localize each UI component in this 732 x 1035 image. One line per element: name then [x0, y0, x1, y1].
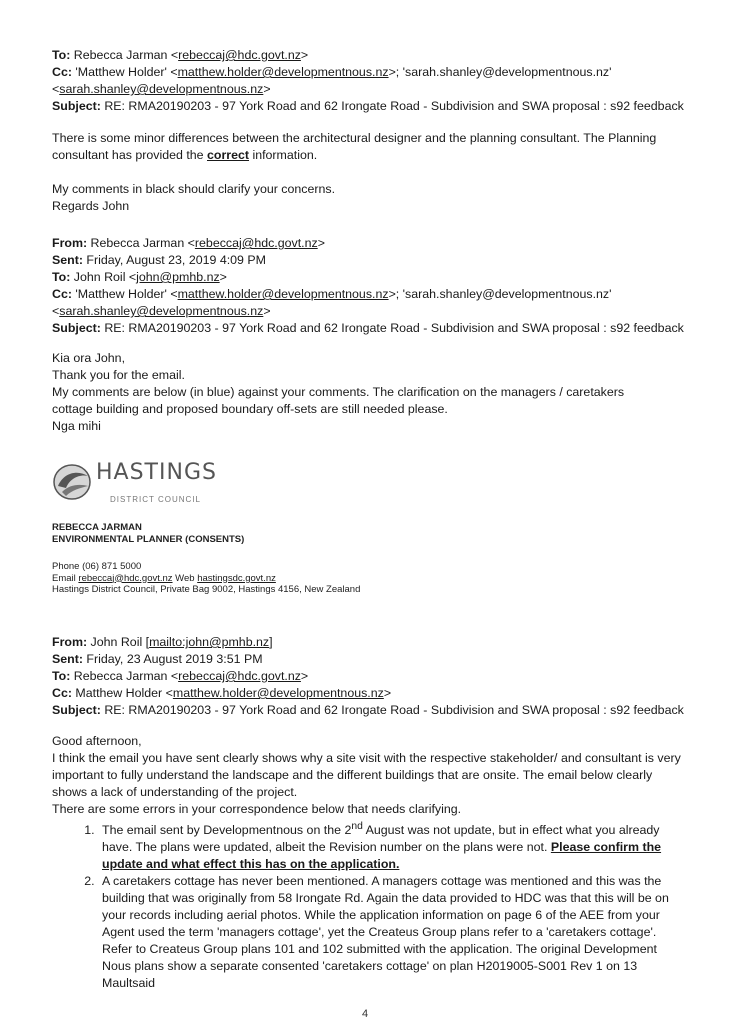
email3-paragraph2: There are some errors in your correspondence below that needs clarifying. — [52, 802, 462, 816]
email1-subject: Subject: RE: RMA20190203 - 97 York Road and 62 Irongate Road - Subdivision and SWA proposal : s92 feedback — [52, 99, 684, 113]
email3-cc-link[interactable]: matthew.holder@developmentnous.nz — [172, 686, 384, 700]
list-item: 1. The email sent by Developmentnous on the 2nd August was not update, but in effect what you already have. The plans were updated, albeit the Revision number on the plans were not. Please confirm the update and what effect this has on the application. — [98, 818, 684, 873]
email2-greeting-block: Kia ora John, Thank you for the email. — [52, 351, 185, 382]
signature-block — [52, 522, 692, 546]
signature-web-link[interactable]: hastingsdc.govt.nz — [197, 572, 276, 584]
email1-cc-link[interactable]: matthew.holder@developmentnous.nz — [177, 65, 389, 79]
hastings-logo — [52, 462, 222, 506]
email2-to-link[interactable]: john@pmhb.nz — [136, 270, 220, 284]
email1-cc-line2: <sarah.shanley@developmentnous.nz> — [52, 82, 271, 96]
email2-to: To: John Roil <john@pmhb.nz> — [52, 270, 227, 284]
email3-from: From: John Roil [mailto:john@pmhb.nz] — [52, 635, 273, 649]
email2-cc-line2: <sarah.shanley@developmentnous.nz> — [52, 304, 271, 318]
signature-title: ENVIRONMENTAL PLANNER (CONSENTS) — [52, 534, 245, 545]
email3-to-link[interactable]: rebeccaj@hdc.govt.nz — [178, 669, 301, 683]
email3-to: To: Rebecca Jarman <rebeccaj@hdc.govt.nz> — [52, 669, 309, 683]
email2-cc-link2[interactable]: sarah.shanley@developmentnous.nz — [59, 304, 264, 318]
signature-address: Hastings District Council, Private Bag 9002, Hastings 4156, New Zealand — [52, 584, 361, 595]
email1-header — [52, 47, 692, 115]
email2-from: From: Rebecca Jarman <rebeccaj@hdc.govt.nz> — [52, 236, 325, 250]
email2-cc-link[interactable]: matthew.holder@developmentnous.nz — [177, 287, 389, 301]
email1-body — [52, 130, 672, 164]
email3-header — [52, 634, 692, 719]
email3-paragraph1: I think the email you have sent clearly shows why a site visit with the respective stakeholder/ and consultant is very important to fully understand the landscape and the different buildings that are onsite. The email below clearly shows a lack of understanding of the project. — [52, 751, 681, 799]
page-number: 4 — [362, 1008, 369, 1020]
email3-sent: Sent: Friday, 23 August 2019 3:51 PM — [52, 652, 263, 666]
email1-cc-link2[interactable]: sarah.shanley@developmentnous.nz — [59, 82, 264, 96]
signature-email-web: Email rebeccaj@hdc.govt.nz Web hastingsdc.govt.nz — [52, 572, 276, 584]
email3-from-link[interactable]: mailto:john@pmhb.nz — [149, 635, 270, 649]
signature-phone: Phone (06) 871 5000 — [52, 561, 142, 572]
email2-cc: Cc: 'Matthew Holder' <matthew.holder@developmentnous.nz>; 'sarah.shanley@developmentnous.nz' — [52, 287, 612, 301]
logo-wordmark: HASTINGS — [96, 460, 217, 485]
list-item: 2. A caretakers cottage has never been mentioned. A managers cottage was mentioned and this was the building that was originally from 58 Irongate Rd. Again the data provided to HDC was that this will be on your records including aerial photos. While the application information on page 6 of the AEE from your Agent used the term 'managers cottage', yet the Createus Group plans refer to a 'caretakers cottage'. Refer to Createus Group plans 101 and 102 submitted with the application. The original Development Nous plans show a separate consented 'caretakers cottage' on plan H2019005-S001 Rev 1 on 13 Maultsaid — [98, 873, 684, 992]
email2-from-link[interactable]: rebeccaj@hdc.govt.nz — [194, 236, 318, 250]
email3-body: Good afternoon, I think the email you have sent clearly shows why a site visit with the respective stakeholder/ and consultant is very important to fully understand the landscape and the different buildings that are onsite. The email below clearly shows a lack of understanding of the project. There are some errors in your correspondence below that needs clarifying. 1. The email sent by Developmentnous on the 2nd August was not update, but in effect what you already have. The plans were updated, albeit the Revision number on the plans were not. Please confirm the update and what effect this has on the application. 2. A caretakers cottage has never been mentioned. A managers cottage was mentioned and this was the building that was originally from 58 Irongate Rd. Again the data provided to HDC was that this will be on your records including aerial photos. While the application information on page 6 of the AEE from your Agent used the term 'managers cottage', yet the Createus Group plans refer to a 'caretakers cottage'. Refer to Createus Group plans 101 and 102 submitted with the application. The original Development Nous plans show a separate consented 'caretakers cottage' on plan H2019005-S001 Rev 1 on 13 Maultsaid — [52, 733, 684, 992]
signature-contact — [52, 561, 692, 596]
email1-sign: My comments in black should clarify your concerns. Regards John — [52, 182, 336, 213]
email3-subject: Subject: RE: RMA20190203 - 97 York Road and 62 Irongate Road - Subdivision and SWA proposal : s92 feedback — [52, 703, 684, 717]
email1-cc: Cc: 'Matthew Holder' <matthew.holder@developmentnous.nz>; 'sarah.shanley@developmentnous.nz' — [52, 65, 612, 79]
signature-name: REBECCA JARMAN — [52, 522, 142, 533]
email1-paragraph: There is some minor differences between the architectural designer and the planning consultant. The Planning consultant has provided the correct information. — [52, 131, 657, 162]
email1-to-link[interactable]: rebeccaj@hdc.govt.nz — [178, 48, 301, 62]
signature-email-link[interactable]: rebeccaj@hdc.govt.nz — [78, 572, 173, 584]
logo-subtitle: DISTRICT COUNCIL — [110, 495, 201, 504]
email3-numbered-list — [52, 818, 684, 992]
email2-header — [52, 235, 692, 337]
email3-cc: Cc: Matthew Holder <matthew.holder@developmentnous.nz> — [52, 686, 392, 700]
email2-subject: Subject: RE: RMA20190203 - 97 York Road and 62 Irongate Road - Subdivision and SWA proposal : s92 feedback — [52, 321, 684, 335]
hastings-logo-icon — [52, 462, 96, 502]
email2-body: My comments are below (in blue) against your comments. The clarification on the managers / caretakers cottage building and proposed boundary off-sets are still needed please. Nga mihi — [52, 385, 625, 433]
email2-sent: Sent: Friday, August 23, 2019 4:09 PM — [52, 253, 266, 267]
email1-to: To: Rebecca Jarman <rebeccaj@hdc.govt.nz> — [52, 48, 309, 62]
